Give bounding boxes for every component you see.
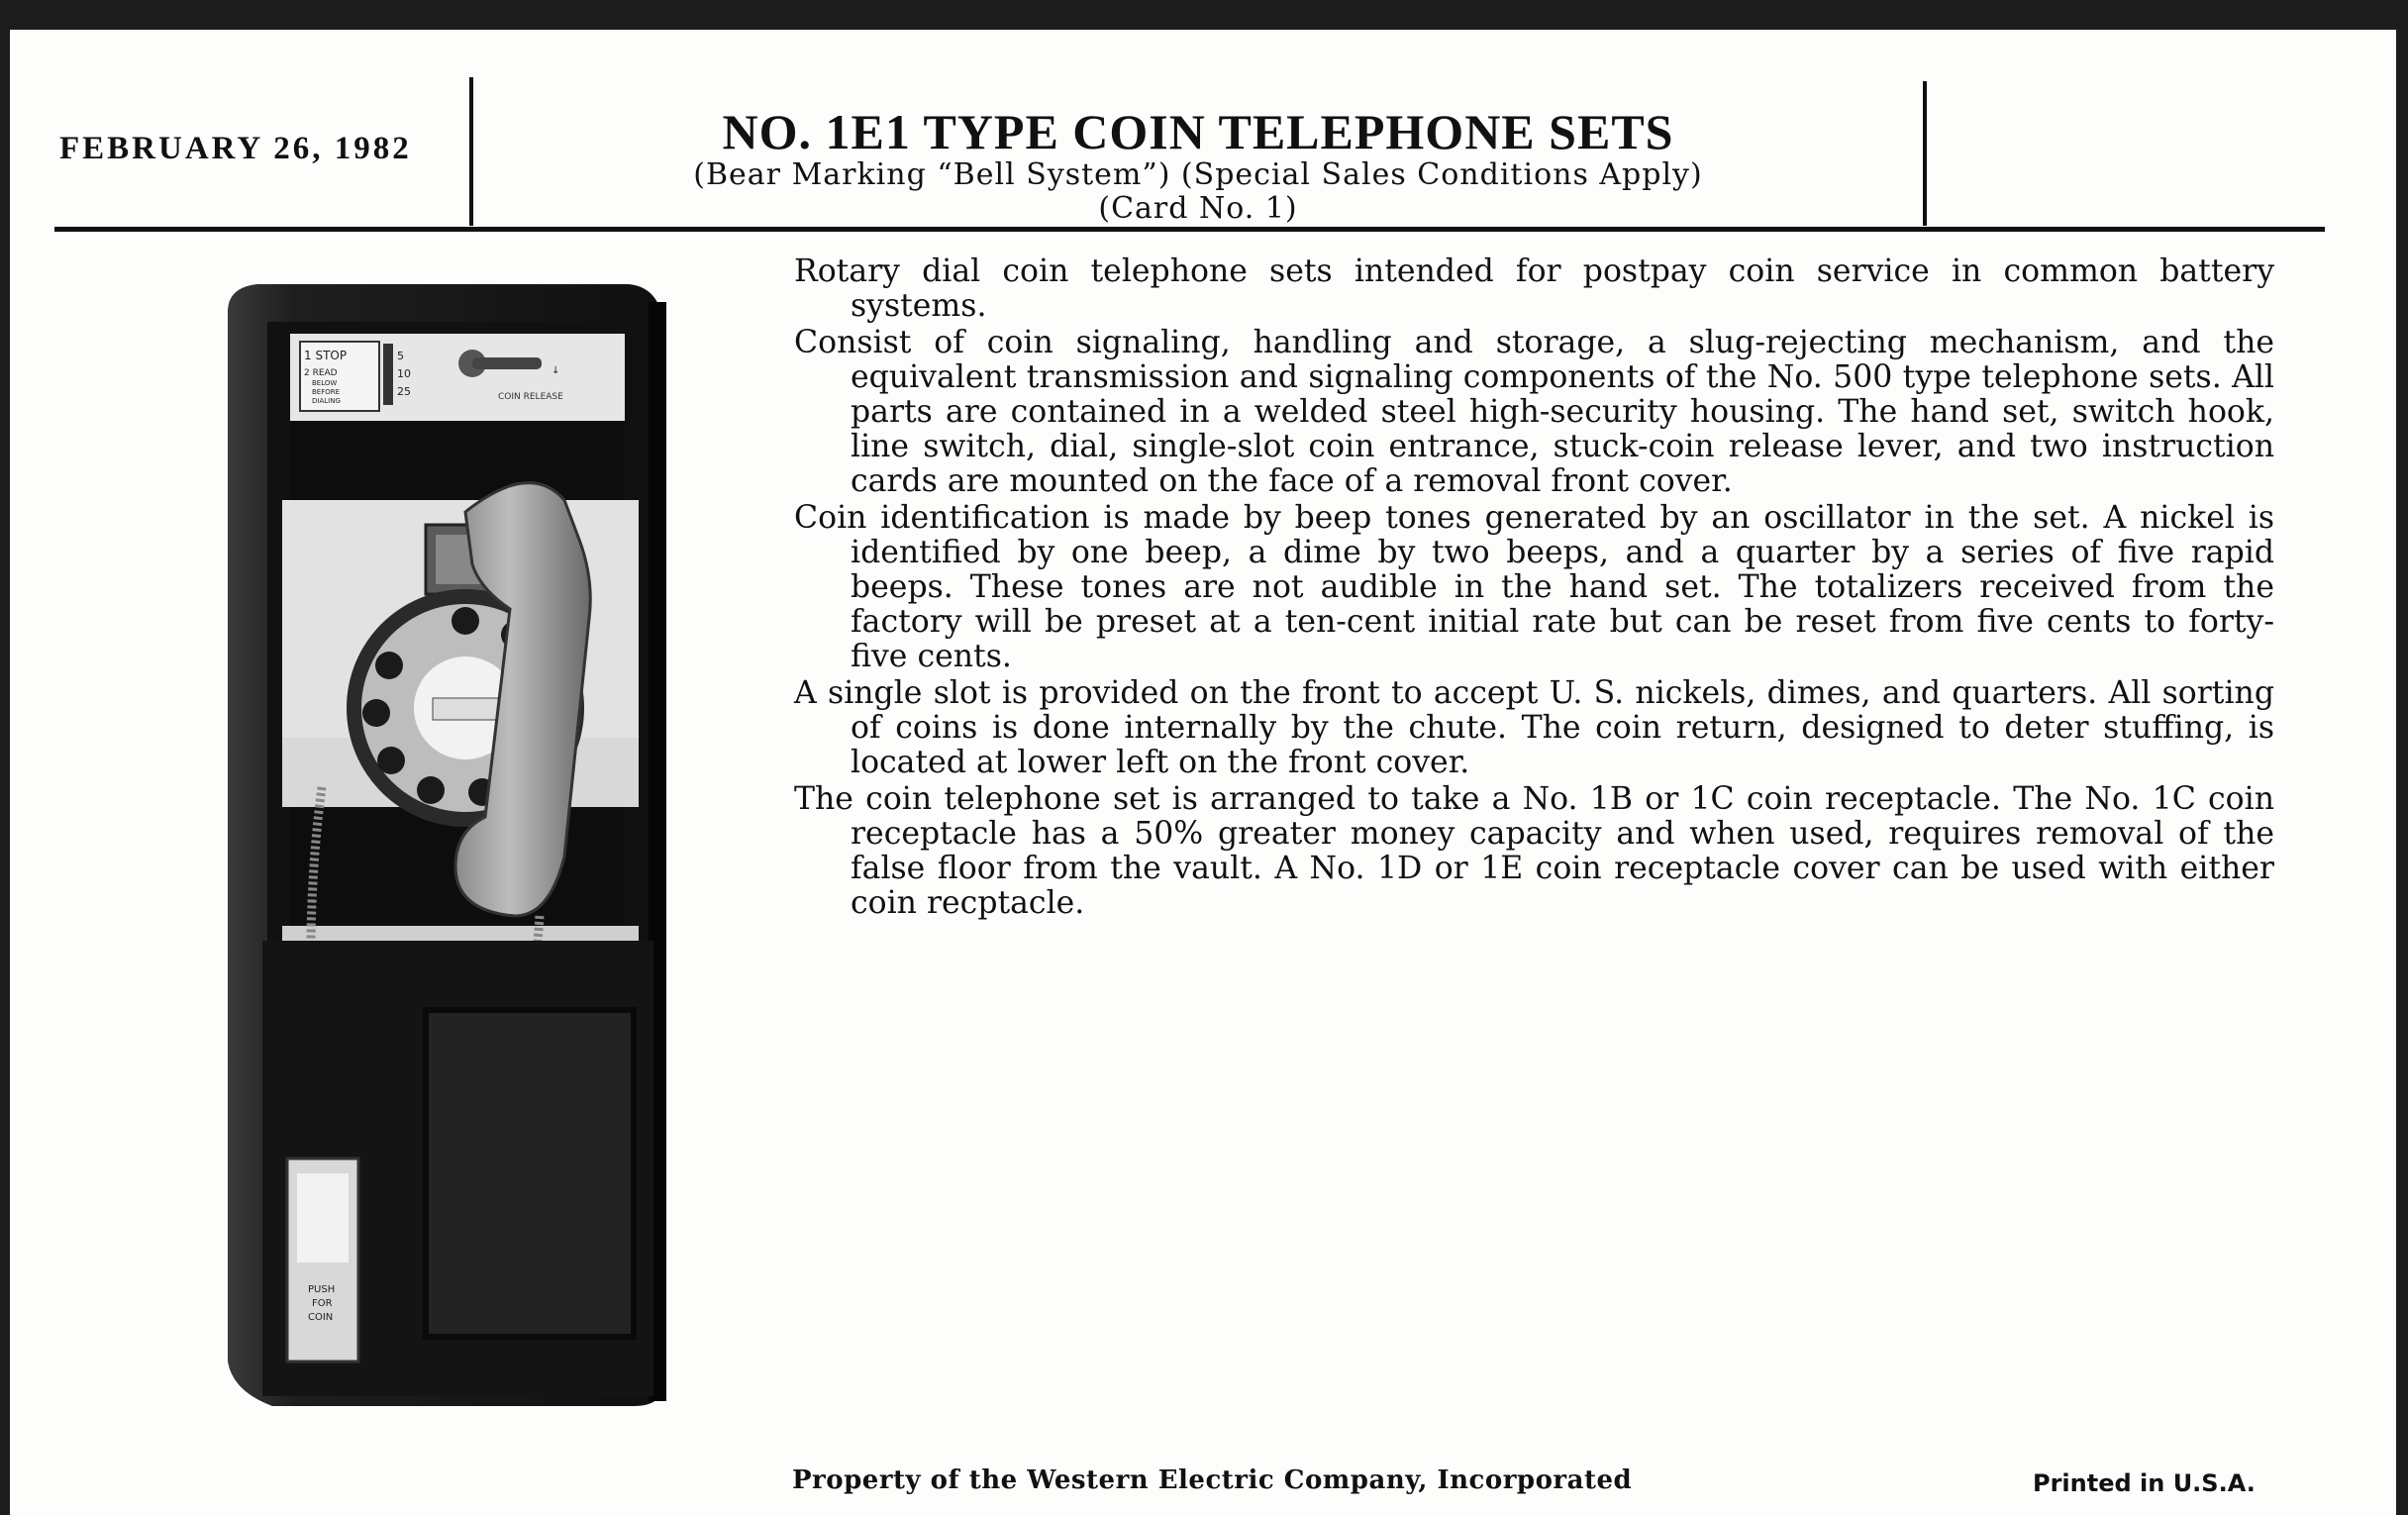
instruction-card-step-2a: 2 READ [304,368,338,378]
printed-in-notice: Printed in U.S.A. [2033,1469,2256,1497]
coin-release-label: COIN RELEASE [498,392,563,402]
coin-label-10: 10 [397,367,411,380]
coin-label-5: 5 [397,350,404,362]
subtitle-line-2: (Card No. 1) [1098,191,1298,226]
coin-release-arrow: ↓ [552,365,560,376]
paragraph-3: Coin identification is made by beep tones generated by an oscillator in the set. A nickel is identified by one beep, a dime by two beeps, and a quarter by a series of five rapid beeps. These tones are not audible in the hand set. The totalizers received from the factory will be preset at a ten-cent initial rate but can be reset from five cents to forty-five cents. [794,500,2274,674]
push-for-coin-label-2: FOR [312,1298,333,1309]
paragraph-4: A single slot is provided on the front to accept U. S. nickels, dimes, and quarters. All sorting of coins is done internally by the chute. The coin return, designed to deter stuffing, is located at lower left on the front cover. [794,675,2274,780]
instruction-card-step-1: 1 STOP [304,349,348,362]
instruction-card-step-2d: DIALING [312,397,341,405]
header-rule [54,227,2325,232]
description-body [794,254,2274,923]
issue-date: FEBRUARY 26, 1982 [59,131,412,166]
coin-telephone-illustration [213,282,678,1411]
coin-slot[interactable] [383,344,393,405]
push-for-coin-label-1: PUSH [308,1284,336,1295]
push-for-coin-label-3: COIN [308,1312,334,1323]
instruction-card-step-2b: BELOW [312,379,338,387]
paragraph-2: Consist of coin signaling, handling and storage, a slug-rejecting mechanism, and the equivalent transmission and signaling components of the No. 500 type telephone sets. All parts are contained in a welded steel high-security housing. The hand set, switch hook, line switch, dial, single-slot coin entrance, stuck-coin release lever, and two instruction cards are mounted on the face of a removal front cover. [794,325,2274,499]
page-title: NO. 1E1 TYPE COIN TELEPHONE SETS [722,104,1674,159]
paragraph-1: Rotary dial coin telephone sets intended for postpay coin service in common battery systems. [794,253,2274,324]
subtitle-line-1: (Bear Marking “Bell System”) (Special Sales Conditions Apply) [693,157,1703,192]
instruction-card-step-2c: BEFORE [312,388,341,396]
paragraph-5: The coin telephone set is arranged to take a No. 1B or 1C coin receptacle. The No. 1C coin receptacle has a 50% greater money capacity and when used, requires removal of the false floor from the vault. A No. 1D or 1E coin receptacle cover can be used with either coin recptacle. [794,781,2274,921]
property-notice: Property of the Western Electric Company, Incorporated [792,1465,1633,1495]
page-subtitle [473,158,1923,226]
header-divider-right [1923,81,1927,226]
coin-label-25: 25 [397,385,411,398]
